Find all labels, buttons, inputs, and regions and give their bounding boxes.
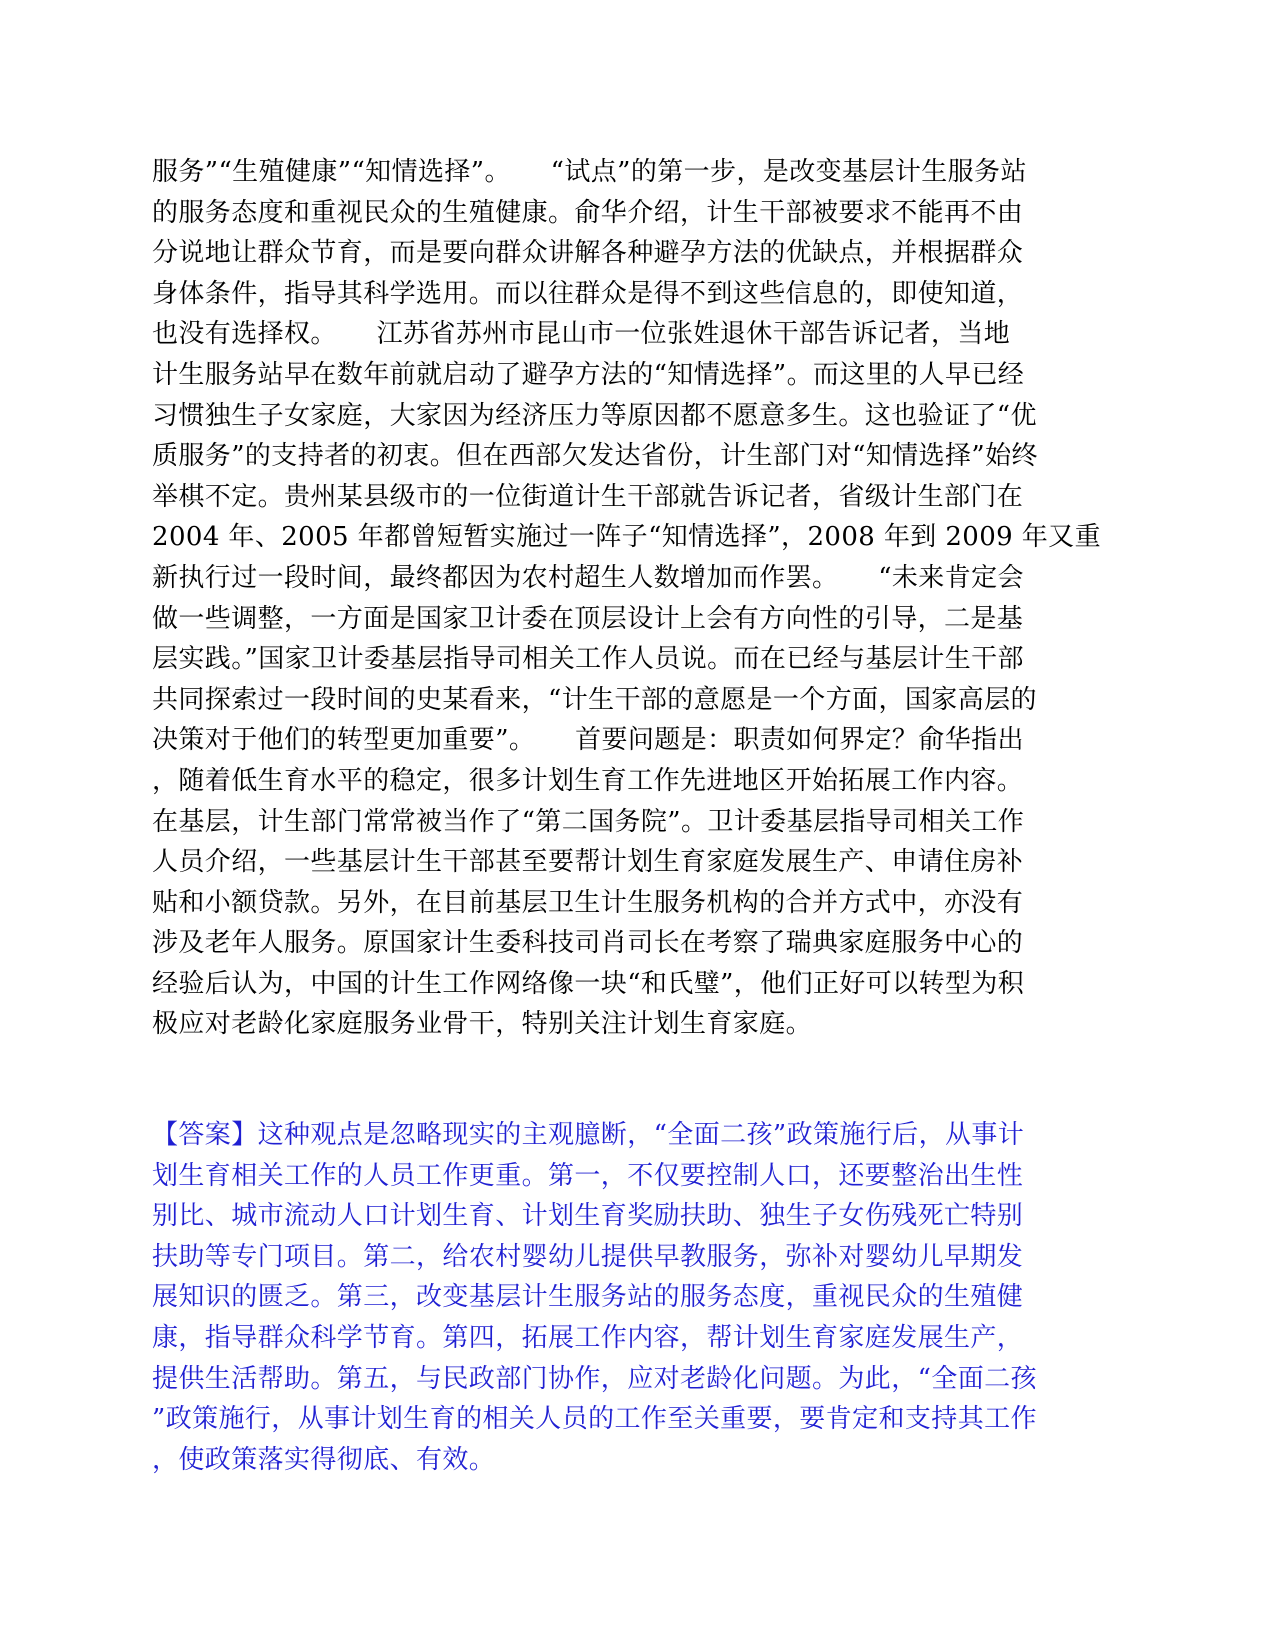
answer-line: 展知识的匮乏。第三，改变基层计生服务站的服务态度，重视民众的生殖健 <box>152 1282 1024 1313</box>
passage-line: 计生服务站早在数年前就启动了避孕方法的“知情选择”。而这里的人早已经 <box>152 359 1025 390</box>
passage-line: 极应对老龄化家庭服务业骨干，特别关注计划生育家庭。 <box>152 1009 813 1040</box>
passage-line: 服务”“生殖健康”“知情选择”。 “试点”的第一步，是改变基层计生服务站 <box>152 157 1027 187</box>
passage-line: 身体条件，指导其科学选用。而以往群众是得不到这些信息的，即使知道， <box>152 278 1024 309</box>
passage-line: 做一些调整，一方面是国家卫计委在顶层设计上会有方向性的引导，二是基 <box>152 603 1024 634</box>
answer-line: 康，指导群众科学节育。第四，拓展工作内容，帮计划生育家庭发展生产， <box>152 1322 1024 1353</box>
passage-line: 的服务态度和重视民众的生殖健康。俞华介绍，计生干部被要求不能再不由 <box>152 197 1024 228</box>
passage-line: 分说地让群众节育，而是要向群众讲解各种避孕方法的优缺点，并根据群众 <box>152 238 1024 269</box>
answer-line: 划生育相关工作的人员工作更重。第一，不仅要控制人口，还要整治出生性 <box>152 1160 1024 1191</box>
answer-line: 提供生活帮助。第五，与民政部门协作，应对老龄化问题。为此，“全面二孩 <box>152 1363 1037 1394</box>
passage-line: 共同探索过一段时间的史某看来，“计生干部的意愿是一个方面，国家高层的 <box>152 684 1037 715</box>
answer-line: ，使政策落实得彻底、有效。 <box>152 1444 496 1475</box>
answer-line: 扶助等专门项目。第二，给农村婴幼儿提供早教服务，弥补对婴幼儿早期发 <box>152 1241 1024 1272</box>
passage-line: 新执行过一段时间，最终都因为农村超生人数增加而作罢。 “未来肯定会 <box>152 562 1024 593</box>
passage-line: 层实践。”国家卫计委基层指导司相关工作人员说。而在已经与基层计生干部 <box>152 644 1024 675</box>
passage-line: 涉及老年人服务。原国家计生委科技司肖司长在考察了瑞典家庭服务中心的 <box>152 928 1024 959</box>
passage-line: 举棋不定。贵州某县级市的一位街道计生干部就告诉记者，省级计生部门在 <box>152 481 1024 512</box>
answer-line: ”政策施行，从事计划生育的相关人员的工作至关重要，要肯定和支持其工作 <box>152 1404 1037 1435</box>
passage-line: 在基层，计生部门常常被当作了“第二国务院”。卫计委基层指导司相关工作 <box>152 806 1025 837</box>
answer-line: 别比、城市流动人口计划生育、计划生育奖励扶助、独生子女伤残死亡特别 <box>152 1201 1024 1232</box>
passage-line: 贴和小额贷款。另外，在目前基层卫生计生服务机构的合并方式中，亦没有 <box>152 887 1024 918</box>
passage-line: 决策对于他们的转型更加重要”。 首要问题是：职责如何界定？俞华指出 <box>152 725 1024 756</box>
answer-text <box>152 1115 1127 1480</box>
passage-line: 人员介绍，一些基层计生干部甚至要帮计划生育家庭发展生产、申请住房补 <box>152 847 1024 878</box>
passage-line: 习惯独生子女家庭，大家因为经济压力等原因都不愿意多生。这也验证了“优 <box>152 400 1037 431</box>
passage-line: ，随着低生育水平的稳定，很多计划生育工作先进地区开始拓展工作内容。 <box>152 765 1024 796</box>
answer-line: 【答案】这种观点是忽略现实的主观臆断，“全面二孩”政策施行后，从事计 <box>152 1120 1025 1150</box>
passage-line: 经验后认为，中国的计生工作网络像一块“和氏璧”，他们正好可以转型为积 <box>152 968 1025 999</box>
passage-line: 质服务”的支持者的初衷。但在西部欠发达省份，计生部门对“知情选择”始终 <box>152 441 1038 472</box>
passage-line: 也没有选择权。 江苏省苏州市昆山市一位张姓退休干部告诉记者，当地 <box>152 319 1011 350</box>
passage-line: 2004 年、2005 年都曾短暂实施过一阵子“知情选择”，2008 年到 2009 年又重 <box>152 522 1101 553</box>
passage-text <box>152 152 1127 1045</box>
